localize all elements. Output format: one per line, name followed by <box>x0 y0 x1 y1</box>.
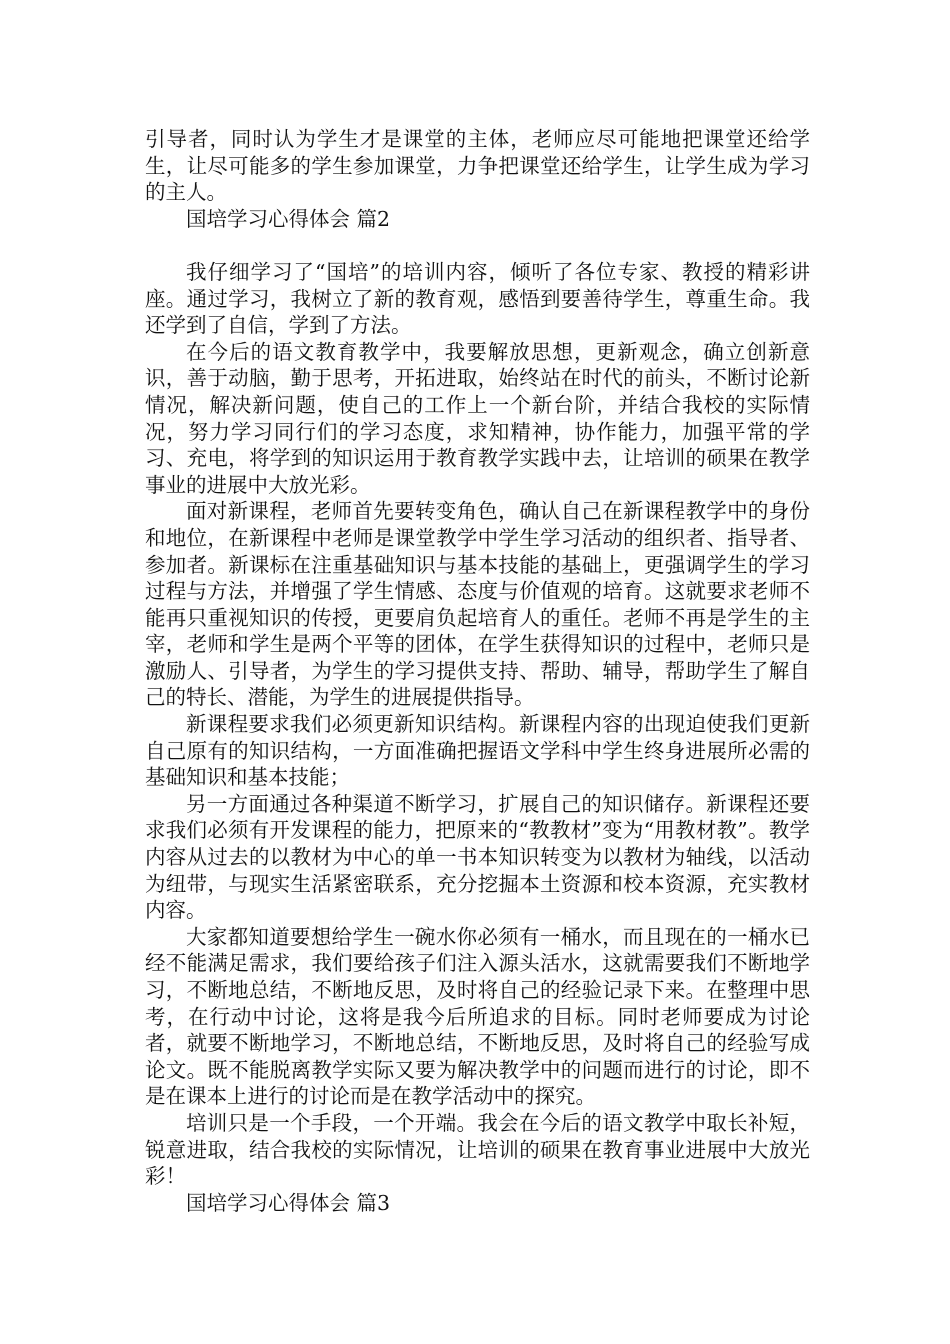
document-page <box>145 126 810 1216</box>
paragraph-1: 我仔细学习了“国培”的培训内容，倾听了各位专家、教授的精彩讲座。通过学习，我树立了新的教育观，感悟到要善待学生，尊重生命。我还学到了自信，学到了方法。 <box>145 259 810 338</box>
section-heading-2: 国培学习心得体会 篇2 <box>186 206 391 231</box>
paragraph-6: 大家都知道要想给学生一碗水你必须有一桶水，而且现在的一桶水已经不能满足需求，我们要给孩子们注入源头活水，这就需要我们不断地学习，不断地总结，不断地反思，及时将自己的经验记录下来。在整理中思考，在行动中讨论，这将是我今后所追求的目标。同时老师要成为讨论者，就要不断地学习，不断地总结，不断地反思，及时将自己的经验写成论文。既不能脱离教学实际又要为解决教学中的问题而进行的讨论，即不是在课本上进行的讨论而是在教学活动中的探究。 <box>145 924 810 1109</box>
paragraph-5: 另一方面通过各种渠道不断学习，扩展自己的知识储存。新课程还要求我们必须有开发课程的能力，把原来的“教教材”变为“用教材教”。教学内容从过去的以教材为中心的单一书本知识转变为以教材为轴线，以活动为纽带，与现实生活紧密联系，充分挖掘本土资源和校本资源，充实教材内容。 <box>145 791 810 923</box>
paragraph-3: 面对新课程，老师首先要转变角色，确认自己在新课程教学中的身份和地位，在新课程中老师是课堂教学中学生学习活动的组织者、指导者、参加者。新课标在注重基础知识与基本技能的基础上，更强调学生的学习过程与方法，并增强了学生情感、态度与价值观的培育。这就要求老师不能再只重视知识的传授，更要肩负起培育人的重任。老师不再是学生的主宰，老师和学生是两个平等的团体，在学生获得知识的过程中，老师只是激励人、引导者，为学生的学习提供支持、帮助、辅导，帮助学生了解自己的特长、潜能，为学生的进展提供指导。 <box>145 499 810 710</box>
continuation-paragraph: 引导者，同时认为学生才是课堂的主体，老师应尽可能地把课堂还给学生，让尽可能多的学生参加课堂，力争把课堂还给学生，让学生成为学习的主人。 <box>145 127 810 205</box>
paragraph-2: 在今后的语文教育教学中，我要解放思想，更新观念，确立创新意识，善于动脑，勤于思考，开拓进取，始终站在时代的前头，不断讨论新情况，解决新问题，使自己的工作上一个新台阶，并结合我校的实际情况，努力学习同行们的学习态度，求知精神，协作能力，加强平常的学习、充电，将学到的知识运用于教育教学实践中去，让培训的硕果在教学事业的进展中大放光彩。 <box>145 339 810 497</box>
paragraph-7: 培训只是一个手段，一个开端。我会在今后的语文教学中取长补短，锐意进取，结合我校的实际情况，让培训的硕果在教育事业进展中大放光彩！ <box>145 1110 810 1189</box>
blank-line <box>145 232 810 259</box>
section-heading-3: 国培学习心得体会 篇3 <box>186 1190 391 1215</box>
paragraph-4: 新课程要求我们必须更新知识结构。新课程内容的出现迫使我们更新自己原有的知识结构，一方面准确把握语文学科中学生终身进展所必需的基础知识和基本技能； <box>145 712 810 790</box>
